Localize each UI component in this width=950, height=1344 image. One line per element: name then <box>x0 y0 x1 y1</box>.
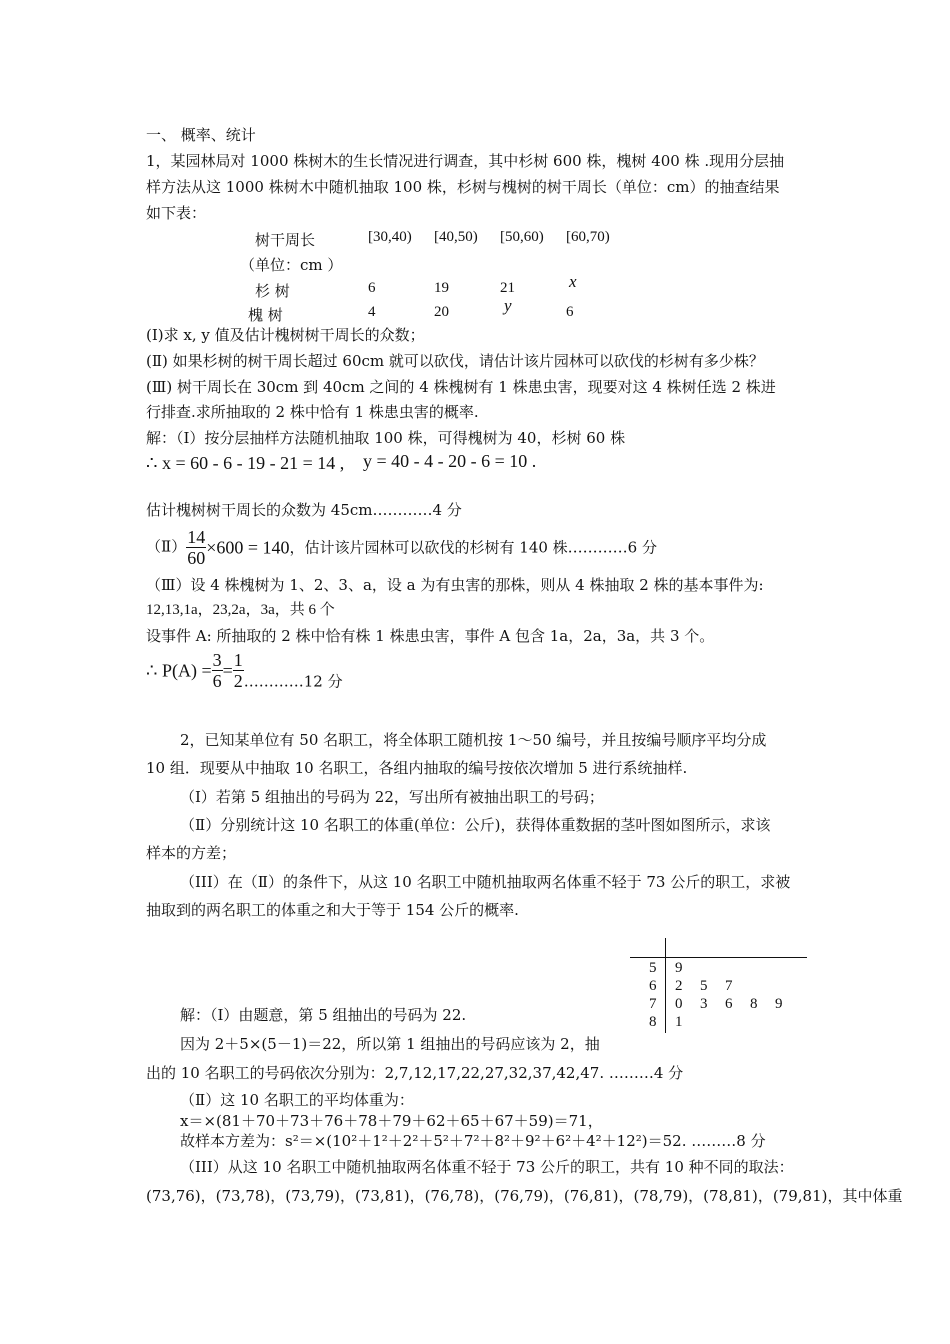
fraction-numerator: 3 <box>212 650 222 670</box>
fraction <box>233 650 244 691</box>
p1-solution-x: ∴ x = 60 - 6 - 19 - 21 = 14 , <box>146 453 345 473</box>
p1-line2: 样方法从这 1000 株树木中随机抽取 100 株，杉树与槐树的树干周长（单位：cm）的抽查结果 <box>146 178 780 196</box>
fraction-numerator: 1 <box>233 650 243 670</box>
p2-solution-3b: (73,76)，(73,78)，(73,79)，(73,81)，(76,78)，(76,79)，(76,81)，(78,79)，(78,81)，(79,81)，其中体重 <box>146 1187 903 1205</box>
p1-line3: 如下表： <box>146 204 207 222</box>
leaf: 2 <box>675 978 683 994</box>
p2-solution-2a: （Ⅱ）这 10 名职工的平均体重为： <box>180 1091 414 1109</box>
table-unit-label: （单位：cm ） <box>240 256 343 274</box>
prob-prefix: ∴ P(A) = <box>146 660 212 681</box>
p2-question-3a: （III）在（Ⅱ）的条件下，从这 10 名职工中随机抽取两名体重不轻于 73 公斤的职工，求被 <box>180 873 791 891</box>
table-col-1: [30,40) <box>368 229 412 245</box>
leaf: 0 <box>675 996 683 1012</box>
leaf: 1 <box>675 1014 683 1030</box>
fraction-denominator: 2 <box>233 671 243 691</box>
table-col-3: [50,60) <box>500 229 544 245</box>
p2-line2: 10 组．现要从中抽取 10 名职工，各组内抽取的编号按依次增加 5 进行系统抽样. <box>146 759 688 777</box>
p1-solution-3c: 设事件 A: 所抽取的 2 株中恰有株 1 株患虫害，事件 A 包含 1a，2a，3a，共 3 个。 <box>146 627 715 645</box>
p2-solution-2c: 故样本方差为：s²＝×(10²＋1²＋2²＋5²＋7²＋8²＋9²＋6²＋4²＋12²)＝52. ………8 分 <box>180 1132 766 1150</box>
p2-solution-3a: （III）从这 10 名职工中随机抽取两名体重不轻于 73 公斤的职工，共有 10 种不同的取法： <box>180 1158 794 1176</box>
p2-question-1: （Ⅰ）若第 5 组抽出的号码为 22，写出所有被抽出职工的号码； <box>180 788 604 806</box>
p2-question-2a: （Ⅱ）分别统计这 10 名职工的体重(单位：公斤)，获得体重数据的茎叶图如图所示，求该 <box>180 816 771 834</box>
table-cell-y: y <box>504 296 512 315</box>
table-cell: 4 <box>368 304 376 320</box>
stem: 6 <box>649 978 657 994</box>
p1-question-1: (I)求 x, y 值及估计槐树树干周长的众数； <box>146 326 425 344</box>
leaf: 9 <box>675 960 683 976</box>
sol2-expr: ×600 = 140 <box>206 537 290 558</box>
table-header-label: 树干周长 <box>255 231 316 249</box>
sol2-rest: ，估计该片园林可以砍伐的杉树有 140 株…………6 分 <box>289 538 657 557</box>
p2-solution-1a: 解：（Ⅰ）由题意，第 5 组抽出的号码为 22. <box>180 1006 467 1024</box>
p1-question-2: (Ⅱ) 如果杉树的树干周长超过 60cm 就可以砍伐，请估计该片园林可以砍伐的杉树有多少株？ <box>146 352 764 370</box>
p1-line1: 1，某园林局对 1000 株树木的生长情况进行调查，其中杉树 600 株，槐树 400 株 .现用分层抽 <box>146 152 785 170</box>
fraction-denominator: 6 <box>212 671 222 691</box>
p1-solution-mode: 估计槐树树干周长的众数为 45cm…………4 分 <box>146 501 462 519</box>
p1-question-3b: 行排查.求所抽取的 2 株中恰有 1 株患虫害的概率. <box>146 403 479 421</box>
stem-divider <box>665 938 666 1033</box>
fraction <box>212 650 223 691</box>
p1-solution-3b: 12,13,1a，23,2a，3a，共 6 个 <box>146 602 335 618</box>
p2-solution-2b: x＝×(81＋70＋73＋76＋78＋79＋62＋65＋67＋59)＝71， <box>180 1112 603 1130</box>
table-cell: 21 <box>500 280 515 296</box>
table-cell: 6 <box>566 304 574 320</box>
leaf: 6 <box>725 996 733 1012</box>
table-col-4: [60,70) <box>566 229 610 245</box>
sol2-prefix: （Ⅱ） <box>146 537 187 556</box>
p1-solution-prob <box>146 650 343 692</box>
fraction-numerator: 14 <box>187 527 206 547</box>
leaf: 8 <box>750 996 758 1012</box>
table-cell: 19 <box>434 280 449 296</box>
p1-solution-y: y = 40 - 4 - 20 - 6 = 10 . <box>363 451 537 471</box>
p2-solution-1c: 出的 10 名职工的号码依次分别为：2,7,12,17,22,27,32,37,42,47. ………4 分 <box>146 1064 684 1082</box>
fraction <box>186 527 206 568</box>
p1-question-3a: (Ⅲ) 树干周长在 30cm 到 40cm 之间的 4 株槐树有 1 株患虫害，现要对这 4 株树任选 2 株进 <box>146 378 776 396</box>
table-cell: 20 <box>434 304 449 320</box>
p2-solution-1b: 因为 2＋5×(5－1)＝22，所以第 1 组抽出的号码应该为 2，抽 <box>180 1035 600 1053</box>
p1-solution-intro: 解：（Ⅰ）按分层抽样方法随机抽取 100 株，可得槐树为 40，杉树 60 株 <box>146 429 626 447</box>
p1-solution-3a: （Ⅲ）设 4 株槐树为 1、2、3、a，设 a 为有虫害的那株，则从 4 株抽取 2 株的基本事件为: <box>146 576 764 594</box>
prob-score: …………12 分 <box>243 672 343 691</box>
stem: 7 <box>649 996 657 1012</box>
stem: 8 <box>649 1014 657 1030</box>
leaf: 9 <box>775 996 783 1012</box>
p1-solution-2 <box>146 527 657 568</box>
table-row-name: 杉 树 <box>255 282 290 300</box>
section-title: 一、 概率、统计 <box>146 126 256 144</box>
table-cell-x: x <box>569 272 577 291</box>
table-cell: 6 <box>368 280 376 296</box>
leaf: 3 <box>700 996 708 1012</box>
p2-question-2b: 样本的方差； <box>146 844 237 862</box>
stem: 5 <box>649 960 657 976</box>
leaf: 7 <box>725 978 733 994</box>
prob-eq: = <box>222 660 233 681</box>
p2-line1: 2，已知某单位有 50 名职工，将全体职工随机按 1～50 编号，并且按编号顺序平均分成 <box>180 731 767 749</box>
stem-header-line <box>630 957 807 958</box>
leaf: 5 <box>700 978 708 994</box>
p2-question-3b: 抽取到的两名职工的体重之和大于等于 154 公斤的概率. <box>146 901 519 919</box>
fraction-denominator: 60 <box>187 548 206 568</box>
table-col-2: [40,50) <box>434 229 478 245</box>
table-row-name: 槐 树 <box>248 306 283 324</box>
